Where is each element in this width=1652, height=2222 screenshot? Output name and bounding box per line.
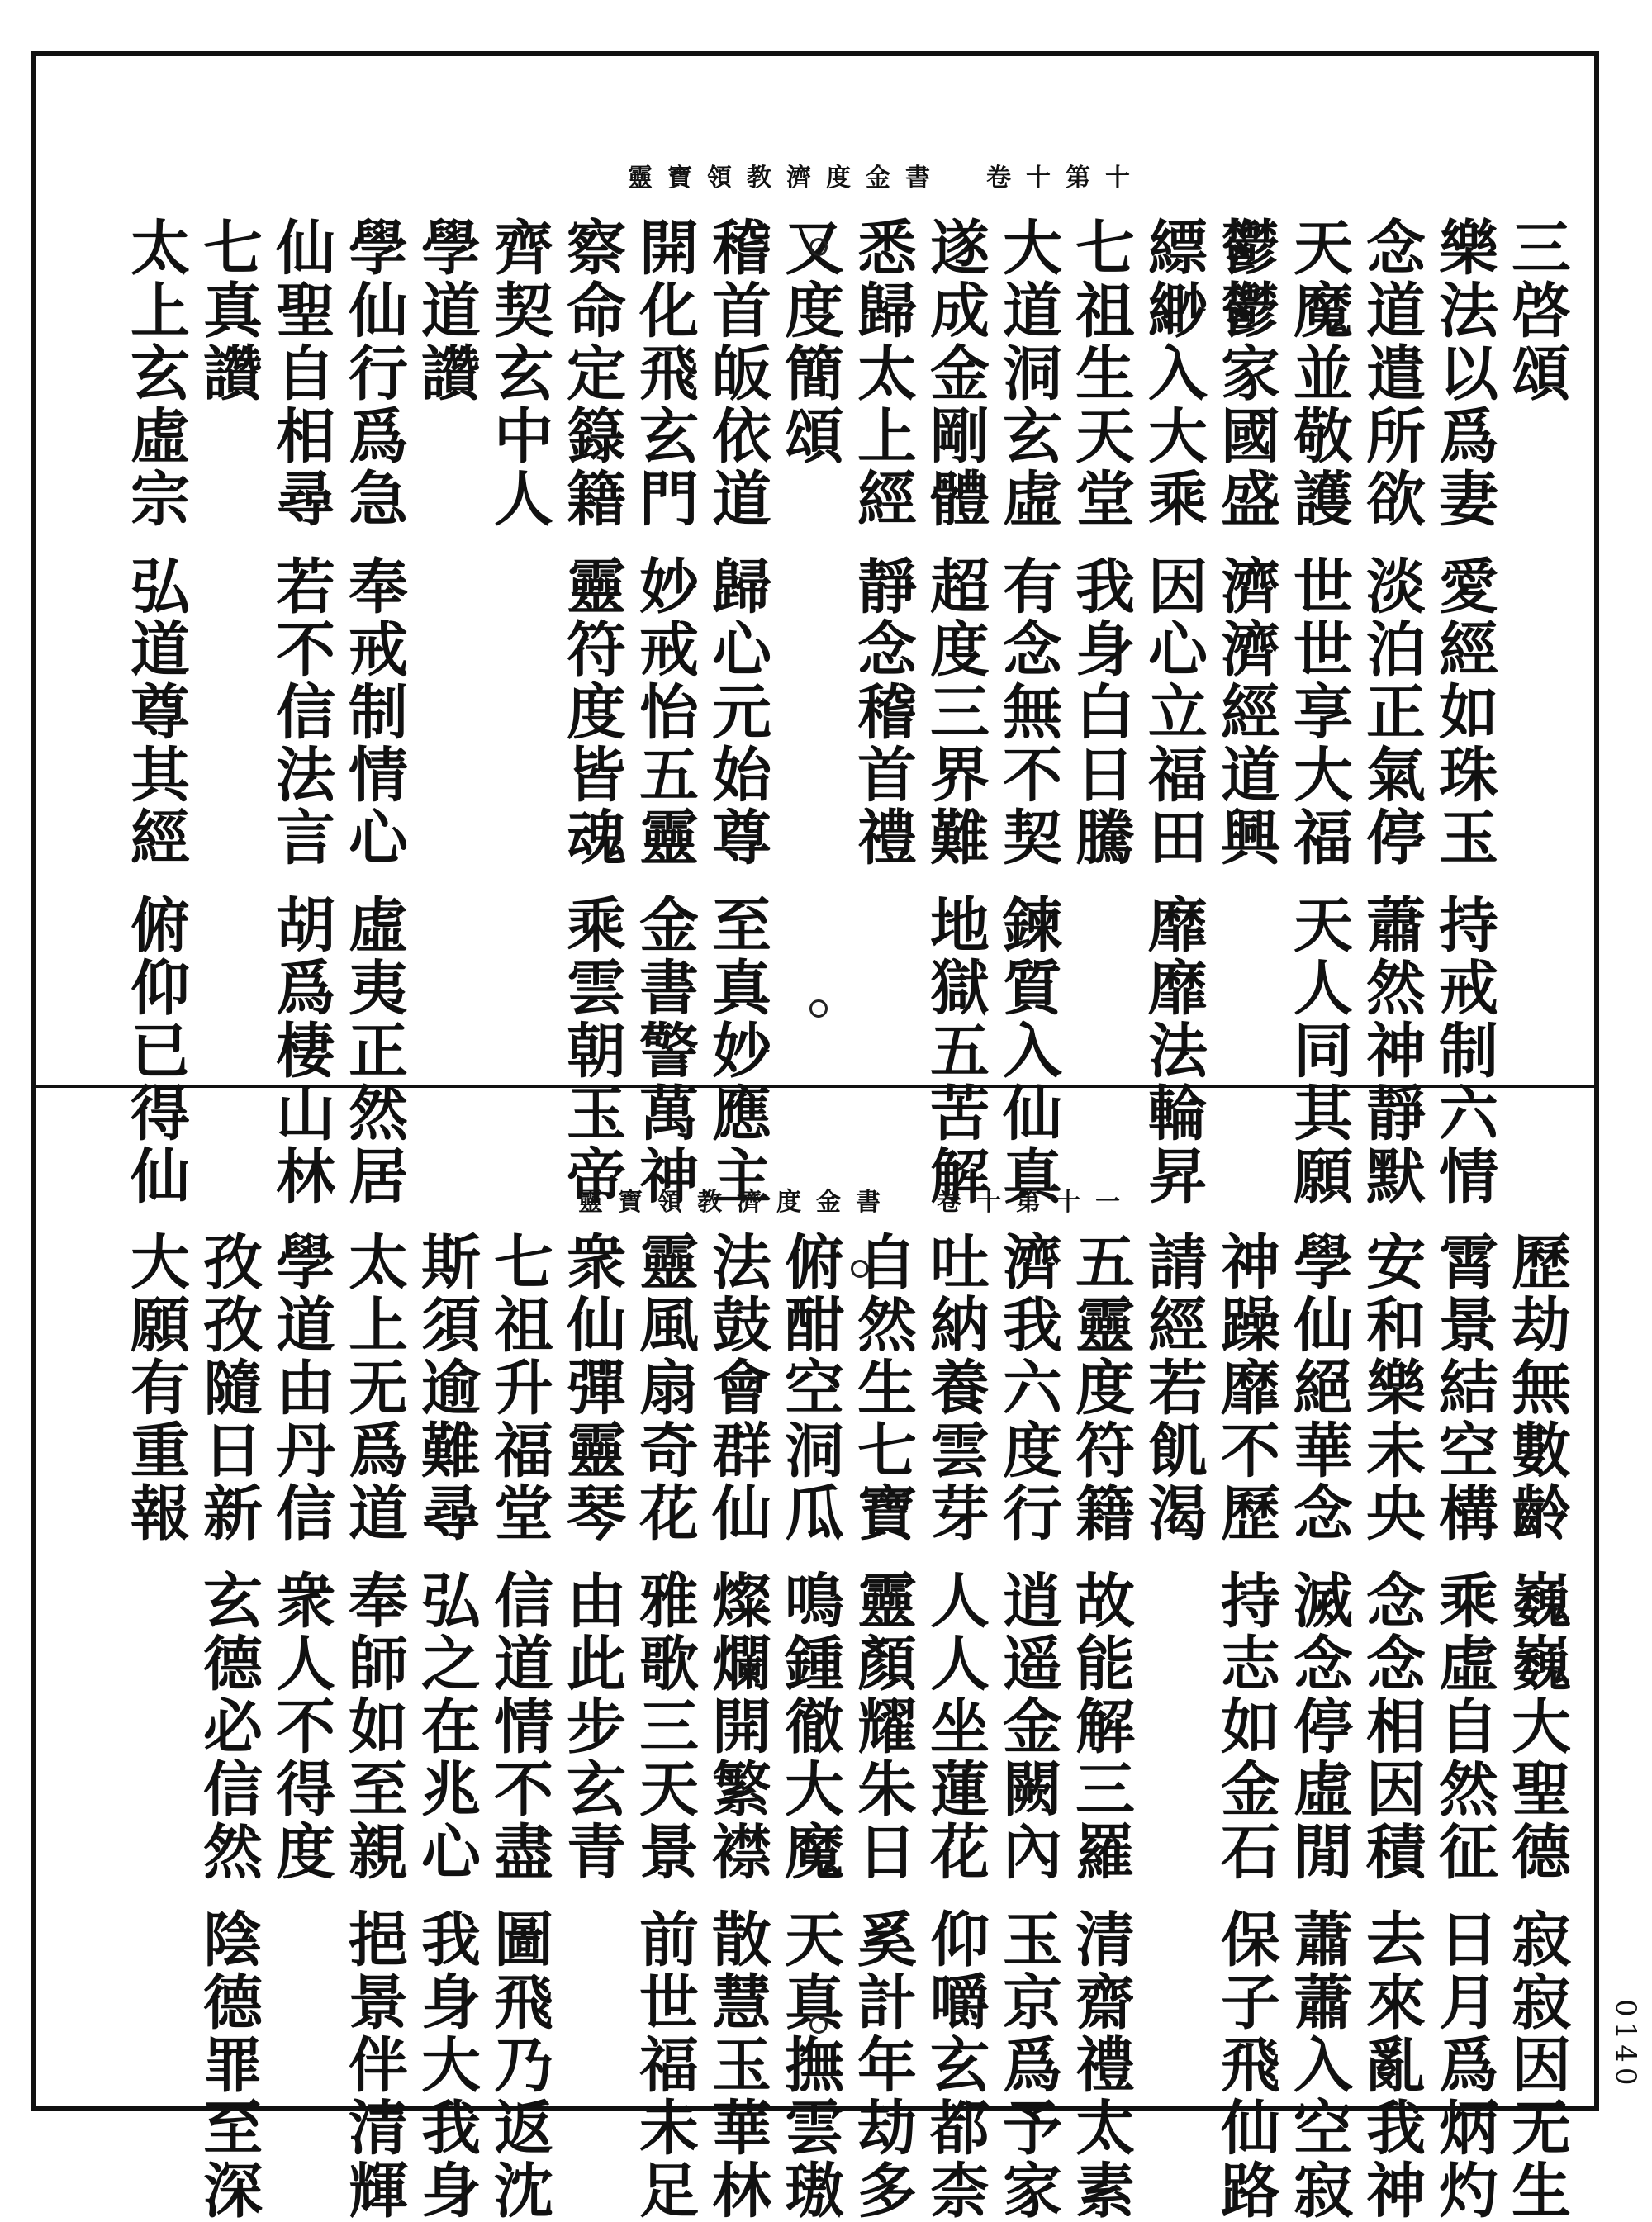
verse-line: 請經若飢渴 [1138, 1231, 1208, 1545]
verse-line: 孜孜隨日新 [193, 1231, 263, 1545]
verse-line: 地獄五苦解 [920, 894, 990, 1208]
bottom-page-column [1066, 1231, 1136, 2222]
verse-line: 挹景伴清輝 [339, 1908, 409, 2222]
bottom-page-column [268, 1231, 334, 2057]
verse-line: 靜念稽首禮 [847, 555, 918, 869]
verse-line: 大道洞玄虛 [993, 216, 1063, 530]
bottom-page-column [993, 1231, 1063, 2222]
verse-line: 濟我六度行 [993, 1231, 1063, 1545]
circle-mark [809, 238, 828, 256]
verse-line: 自然生七寶 [847, 1231, 918, 1545]
bottom-page-column [1502, 1231, 1572, 2222]
verse-line: 衆仙彈靈琴 [557, 1231, 627, 1545]
verse-line: 吐納養雲芽 [920, 1231, 990, 1545]
verse-line: 蕭然神靜默 [1356, 894, 1427, 1208]
verse-line: 安和樂未央 [1356, 1231, 1427, 1545]
verse-line: 霄景結空構 [1429, 1231, 1499, 1545]
verse-line: 濟濟經道興 [1211, 555, 1281, 869]
top-page-column [629, 216, 700, 1208]
verse-line: 愛經如珠玉 [1429, 555, 1499, 869]
bottom-page-column [411, 1231, 482, 2222]
verse-line: 法鼓會群仙 [702, 1231, 772, 1545]
verse-line: 日月爲炳灼 [1429, 1908, 1499, 2222]
verse-line: 太上玄虛宗 [121, 216, 191, 530]
verse-line: 清齋禮太素 [1066, 1908, 1136, 2222]
verse-line: 奉戒制情心 [339, 555, 409, 869]
verse-line: 七祖升福堂 [484, 1231, 554, 1545]
verse-line: 世世享大福 [1284, 555, 1354, 869]
verse-line: 神躁靡不歷 [1211, 1231, 1281, 1545]
verse-line: 又度簡頌 [775, 216, 845, 468]
verse-line: 因心立福田 [1138, 555, 1208, 869]
verse-line: 燦爛開繁襟 [702, 1569, 772, 1883]
verse-line: 仰嚼玄都柰 [920, 1908, 990, 2222]
verse-line: 念道遣所欲 [1356, 216, 1427, 530]
verse-line: 虛夷正然居 [339, 894, 409, 1208]
verse-line: 靈符度皆魂 [557, 555, 627, 869]
verse-line: 淡泊正氣停 [1356, 555, 1427, 869]
verse-line: 乘雲朝玉帝 [557, 894, 627, 1208]
bottom-page-column [775, 1231, 845, 2222]
verse-line: 學仙絕華念 [1284, 1231, 1354, 1545]
verse-line: 開化飛玄門 [629, 216, 700, 530]
verse-line: 妙戒怡五靈 [629, 555, 700, 869]
verse-line: 巍巍大聖德 [1502, 1569, 1572, 1883]
bottom-page-column [702, 1231, 772, 2222]
verse-line: 歸心元始尊 [702, 555, 772, 869]
verse-line: 信道情不盡 [484, 1569, 554, 1883]
top-header-title: 靈寶領教濟度金書 [628, 164, 945, 192]
verse-line: 學道由丹信 [266, 1231, 336, 1545]
top-page-column [339, 216, 409, 1208]
verse-line: 遂成金剛體 [920, 216, 990, 530]
verse-line: 玄德必信然 [193, 1569, 263, 1883]
top-page-column [1213, 216, 1279, 1042]
verse-line: 鳴鍾徹大魔 [775, 1569, 845, 1883]
top-header-volume: 卷十第十 [986, 164, 1145, 192]
verse-line: 圖飛乃返沈 [484, 1908, 554, 2222]
verse-line: 我身白日騰 [1066, 555, 1136, 869]
verse-line: 仙聖自相尋 [266, 216, 336, 530]
top-page-column [121, 216, 191, 1208]
verse-line: 靈顏耀朱日 [847, 1569, 918, 1883]
bottom-page-column [629, 1231, 700, 2222]
verse-line: 察命定籙籍 [557, 216, 627, 530]
verse-line: 持志如金石 [1211, 1569, 1281, 1883]
verse-line: 俯酣空洞瓜 [775, 1231, 845, 1545]
verse-line: 胡爲棲山林 [266, 894, 336, 1208]
page-number: 0140 [1609, 1999, 1642, 2091]
verse-line: 七祖生天堂 [1066, 216, 1136, 530]
verse-line: 靡靡法輪昇 [1138, 894, 1208, 1208]
verse-line: 人人坐蓮花 [920, 1569, 990, 1883]
verse-line: 歷劫無數齡 [1502, 1231, 1572, 1545]
bottom-page-column [1429, 1231, 1499, 2222]
verse-line: 奉師如至親 [339, 1569, 409, 1883]
verse-line: 奚計年劫多 [847, 1908, 918, 2222]
bottom-header-volume: 卷十第十一 [937, 1188, 1135, 1217]
bottom-page-column [920, 1231, 990, 2222]
top-page-column [1138, 216, 1208, 1208]
verse-line: 鬱鬱家國盛 [1211, 216, 1281, 530]
verse-line: 蕭蕭入空寂 [1284, 1908, 1354, 2222]
bottom-page-column [847, 1231, 918, 2222]
verse-line: 天人同其願 [1284, 894, 1354, 1208]
verse-line: 故能解三羅 [1066, 1569, 1136, 1883]
verse-line: 弘道尊其經 [121, 555, 191, 869]
verse-line: 散慧玉華林 [702, 1908, 772, 2222]
verse-line: 學道讚 [411, 216, 482, 405]
verse-line: 五靈度符籍 [1066, 1231, 1136, 1545]
top-page-column [776, 216, 843, 1042]
verse-line: 斯須逾難尋 [411, 1231, 482, 1545]
verse-line: 縹緲入大乘 [1138, 216, 1208, 530]
verse-line: 寂寂因无生 [1502, 1908, 1572, 2222]
verse-line: 金書警萬神 [629, 894, 700, 1208]
verse-line: 超度三界難 [920, 555, 990, 869]
verse-line: 我身大我身 [411, 1908, 482, 2222]
verse-line: 靈風扇奇花 [629, 1231, 700, 1545]
top-page-column [993, 216, 1063, 1208]
top-page-column [847, 216, 918, 1042]
verse-line: 大願有重報 [121, 1231, 191, 1545]
verse-line: 弘之在兆心 [411, 1569, 482, 1883]
verse-line: 太上无爲道 [339, 1231, 409, 1545]
top-page-column [557, 216, 627, 1208]
verse-line: 三啓頌 [1502, 216, 1572, 405]
verse-line: 鍊質入仙真 [993, 894, 1063, 1208]
bottom-page-column [339, 1231, 409, 2222]
verse-line: 乘虛自然征 [1429, 1569, 1499, 1883]
top-page-column [702, 216, 772, 1208]
verse-line: 有念無不契 [993, 555, 1063, 869]
top-page-column [1284, 216, 1354, 1208]
top-page-column [486, 216, 552, 1042]
verse-line: 衆人不得度 [266, 1569, 336, 1883]
verse-line: 至真妙應主 [702, 894, 772, 1208]
verse-line: 念念相因積 [1356, 1569, 1427, 1883]
verse-line: 前世福未足 [629, 1908, 700, 2222]
verse-line: 齊契玄中人 [484, 216, 554, 530]
verse-line: 若不信法言 [266, 555, 336, 869]
verse-line: 持戒制六情 [1429, 894, 1499, 1208]
verse-line: 天魔並敬護 [1284, 216, 1354, 530]
circle-mark [809, 2015, 828, 2034]
verse-line: 天真撫雲璈 [775, 1908, 845, 2222]
verse-line: 七真讚 [193, 216, 263, 405]
bottom-page-column [193, 1231, 263, 2222]
verse-line: 保子飛仙路 [1211, 1908, 1281, 2222]
bottom-page-column [1356, 1231, 1427, 2222]
top-page-column [1429, 216, 1499, 1208]
bottom-page-column [1284, 1231, 1354, 2222]
top-page-column [1356, 216, 1427, 1208]
bottom-page-column [557, 1231, 627, 2057]
top-page-column [1502, 216, 1572, 1042]
verse-line: 陰德罪至深 [193, 1908, 263, 2222]
top-page-column [920, 216, 990, 1208]
verse-line: 學仙行爲急 [339, 216, 409, 530]
bottom-page-column [1211, 1231, 1281, 2222]
top-page-column [411, 216, 482, 1042]
circle-mark [809, 999, 828, 1018]
verse-line: 滅念停虛閒 [1284, 1569, 1354, 1883]
top-header [628, 157, 1145, 193]
verse-line: 去來亂我神 [1356, 1908, 1427, 2222]
top-page-column [195, 216, 261, 1042]
verse-line: 玉京爲予家 [993, 1908, 1063, 2222]
circle-mark [851, 1260, 869, 1278]
verse-line: 樂法以爲妻 [1429, 216, 1499, 530]
verse-line: 雅歌三天景 [629, 1569, 700, 1883]
bottom-page-column [484, 1231, 554, 2222]
bottom-page-column [1140, 1231, 1206, 2057]
bottom-page-column [121, 1231, 191, 2057]
verse-line: 俯仰已得仙 [121, 894, 191, 1208]
bottom-header-title: 靈寶領教濟度金書 [578, 1188, 895, 1217]
verse-line: 悉歸太上經 [847, 216, 918, 530]
top-page-column [266, 216, 336, 1208]
verse-line: 稽首皈依道 [702, 216, 772, 530]
verse-line: 由此步玄青 [557, 1569, 627, 1883]
verse-line: 逍遥金闕內 [993, 1569, 1063, 1883]
top-page-column [1066, 216, 1136, 1042]
